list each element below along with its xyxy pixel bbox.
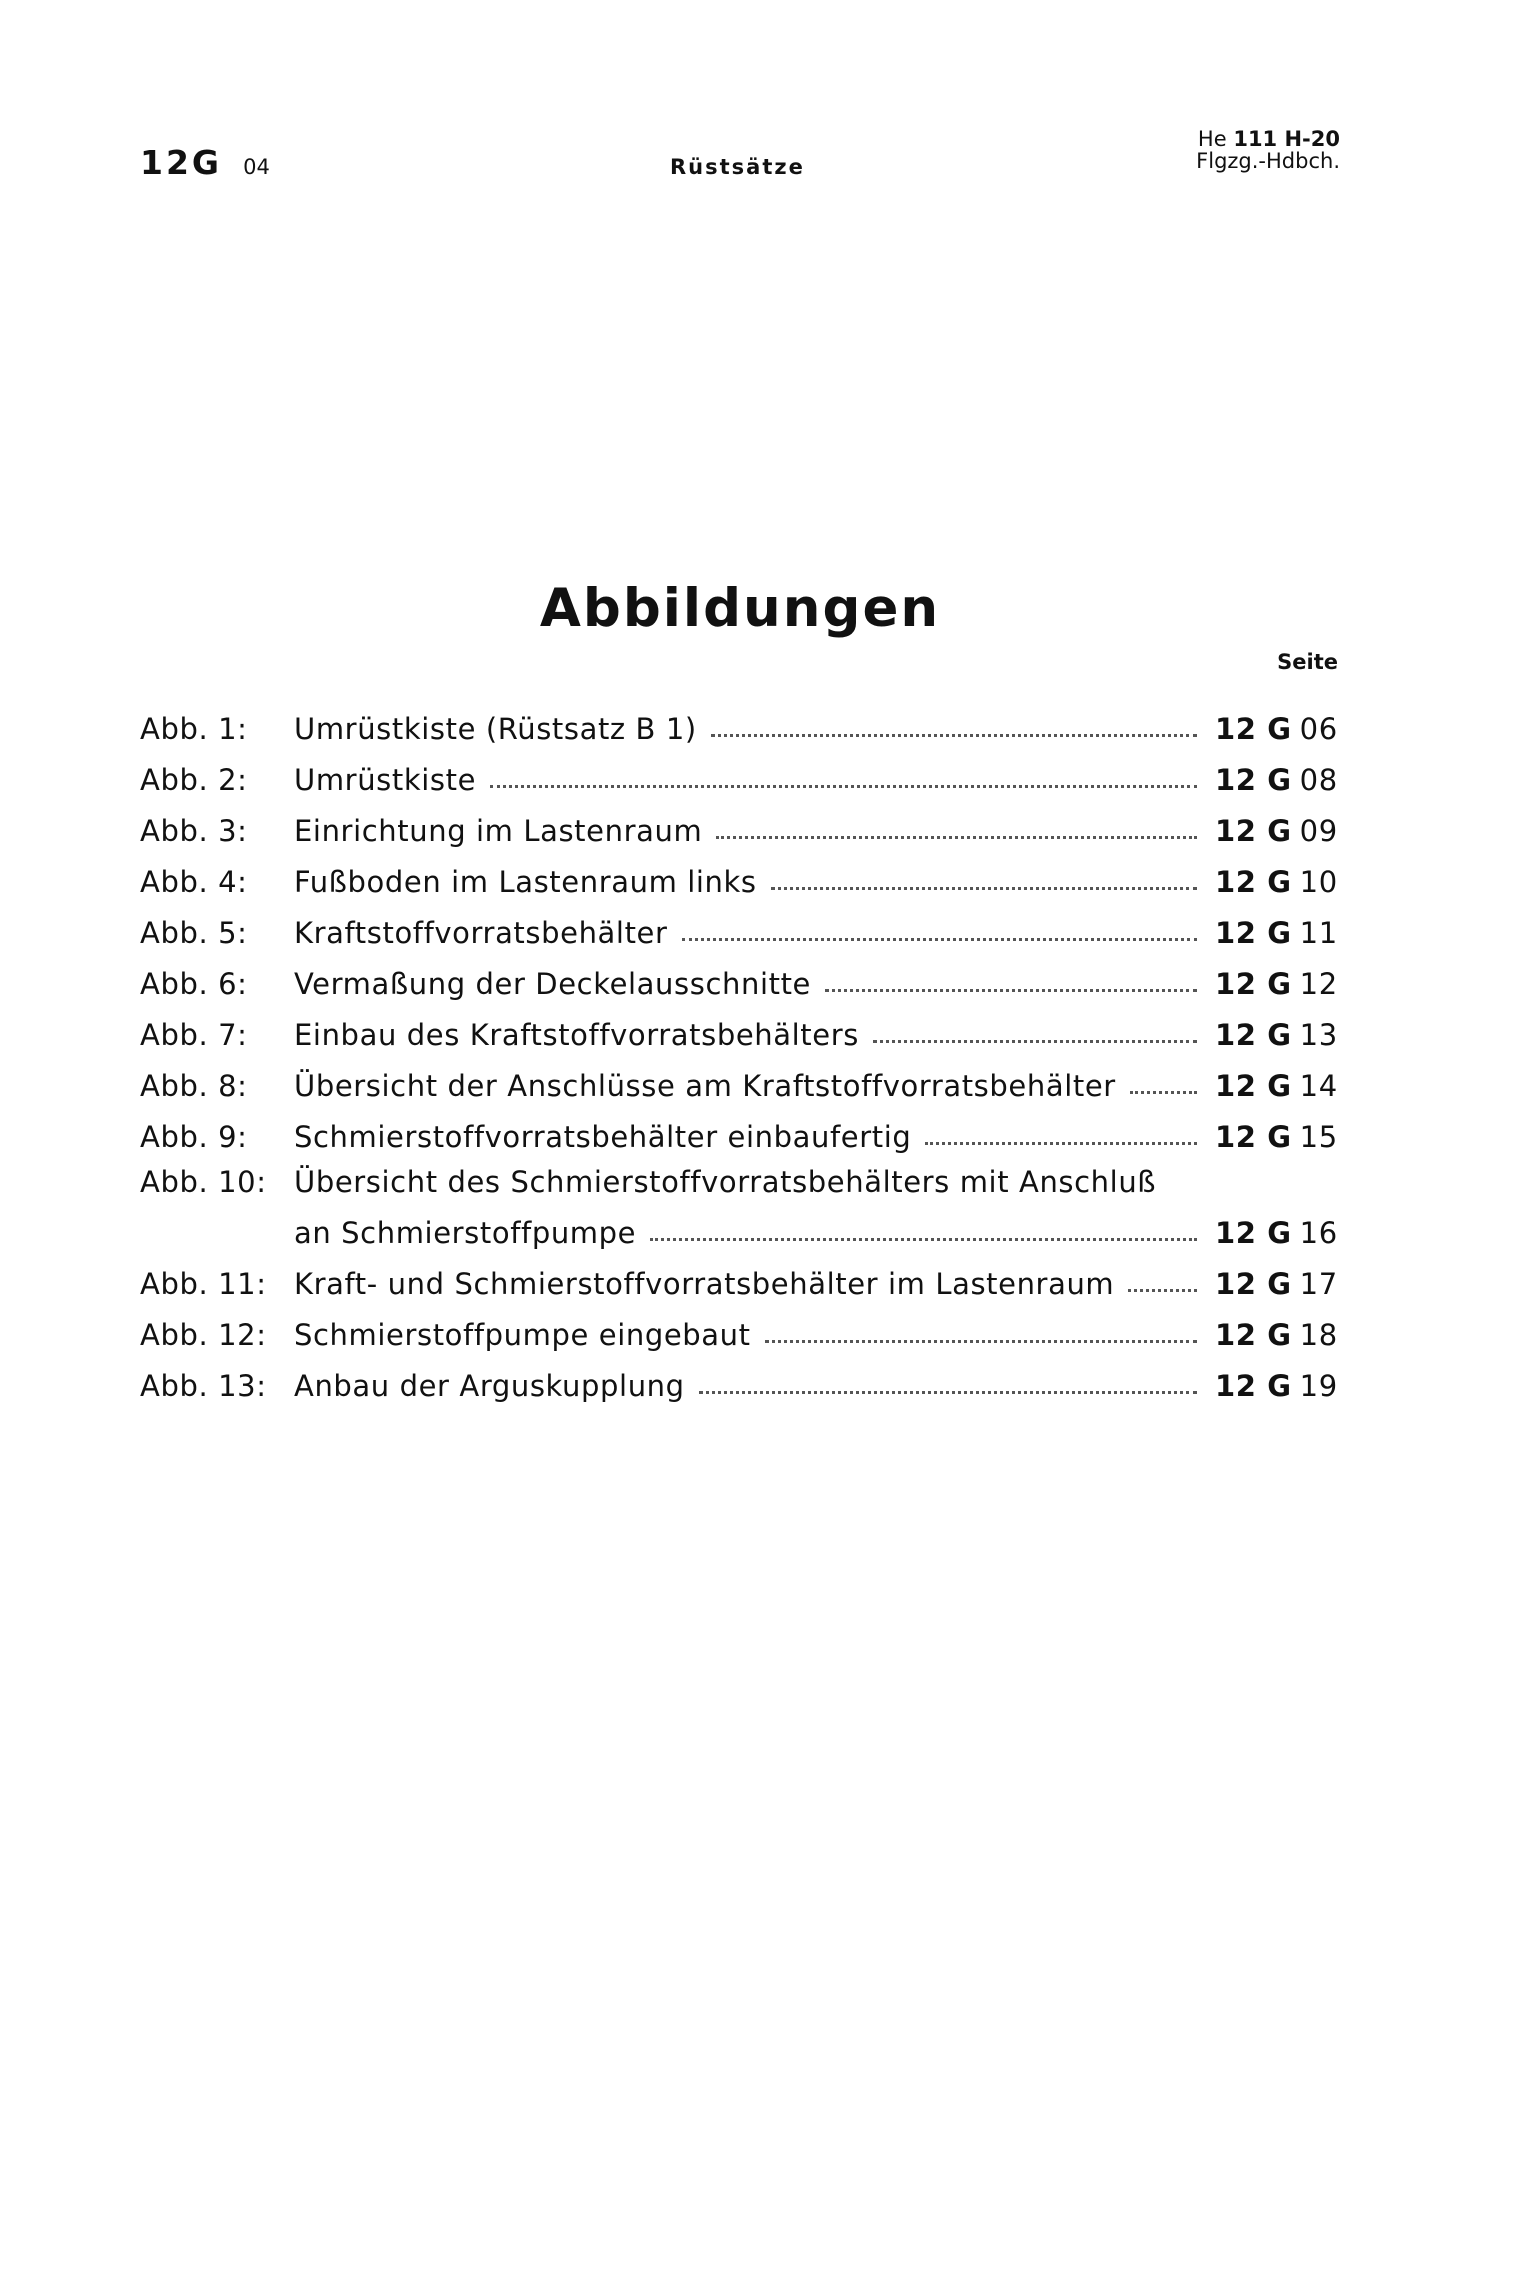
aircraft-designation [1196,128,1340,150]
handbook-reference [1196,128,1340,172]
aircraft-type: He [1197,127,1227,151]
leader-dots [682,938,1197,941]
figure-row-continuation [140,1199,1340,1250]
page-title: Abbildungen [539,578,941,639]
figure-row [140,695,1340,746]
figure-row [140,1154,1340,1199]
figure-number: Abb. 12: [140,1318,267,1352]
figure-title: Einrichtung im Lastenraum [294,814,703,848]
figure-page-ref [1215,1369,1340,1403]
figure-title: Übersicht der Anschlüsse am Kraftstoffvorratsbehälter [294,1069,1116,1103]
figure-list [140,695,1340,1403]
page-no: 13 [1299,1018,1338,1052]
page-code: 12 G [1215,1369,1292,1403]
figure-title-line1: Übersicht des Schmierstoffvorratsbehälters mit Anschluß [294,1165,1157,1199]
figure-title: Kraft- und Schmierstoffvorratsbehälter im Lastenraum [294,1267,1115,1301]
page-no: 16 [1299,1216,1338,1250]
figure-page-ref [1215,1267,1340,1301]
figure-page-ref [1215,712,1340,746]
leader-dots [711,734,1197,737]
figure-row [140,899,1340,950]
section-code: 12G [140,143,223,182]
page-no: 10 [1299,865,1338,899]
page-no: 14 [1299,1069,1338,1103]
figure-title: Schmierstoffpumpe eingebaut [294,1318,751,1352]
page-no: 15 [1299,1120,1338,1154]
figure-number: Abb. 10: [140,1165,267,1199]
page-no: 17 [1299,1267,1338,1301]
figure-page-ref [1215,865,1340,899]
figure-page-ref [1215,1120,1340,1154]
page-no: 08 [1299,763,1338,797]
leader-dots [873,1040,1197,1043]
page-number: 04 [243,155,270,179]
figure-number: Abb. 2: [140,763,248,797]
figure-page-ref [1215,967,1340,1001]
leader-dots [771,887,1197,890]
aircraft-variant: 111 H-20 [1233,127,1340,151]
figure-number: Abb. 11: [140,1267,267,1301]
page-code: 12 G [1215,1120,1292,1154]
leader-dots [765,1340,1197,1343]
leader-dots [650,1238,1197,1241]
page-code: 12 G [1215,763,1292,797]
figure-row [140,1250,1340,1301]
figure-page-ref [1215,763,1340,797]
leader-dots [1130,1091,1197,1094]
page-code: 12 G [1215,967,1292,1001]
figure-title: Vermaßung der Deckelausschnitte [294,967,811,1001]
section-marker [140,143,270,182]
page-code: 12 G [1215,712,1292,746]
figure-row [140,797,1340,848]
figure-number: Abb. 6: [140,967,248,1001]
figure-number: Abb. 13: [140,1369,267,1403]
figure-number: Abb. 4: [140,865,248,899]
figure-title: Umrüstkiste [294,763,477,797]
figure-row [140,1052,1340,1103]
leader-dots [1128,1289,1197,1292]
figure-title: Kraftstoffvorratsbehälter [294,916,668,950]
page-no: 19 [1299,1369,1338,1403]
figure-number: Abb. 9: [140,1120,248,1154]
figure-number: Abb. 1: [140,712,248,746]
figure-row [140,1001,1340,1052]
figure-title: an Schmierstoffpumpe [294,1216,637,1250]
figure-row [140,1103,1340,1154]
figure-title: Einbau des Kraftstoffvorratsbehälters [294,1018,859,1052]
leader-dots [699,1391,1197,1394]
figure-title: Anbau der Arguskupplung [294,1369,685,1403]
page-code: 12 G [1215,916,1292,950]
page-no: 12 [1299,967,1338,1001]
page-column-heading: Seite [1277,650,1338,674]
page-no: 18 [1299,1318,1338,1352]
leader-dots [716,836,1197,839]
page-no: 11 [1299,916,1338,950]
page-no: 06 [1299,712,1338,746]
page-code: 12 G [1215,1318,1292,1352]
figure-title: Umrüstkiste (Rüstsatz B 1) [294,712,697,746]
figure-number: Abb. 8: [140,1069,248,1103]
handbook-label: Flgzg.-Hdbch. [1196,149,1340,173]
figure-page-ref [1215,1318,1340,1352]
page-code: 12 G [1215,1216,1292,1250]
figure-row [140,746,1340,797]
figure-page-ref [1215,814,1340,848]
figure-page-ref [1215,1216,1340,1250]
leader-dots [490,785,1197,788]
figure-row [140,848,1340,899]
figure-page-ref [1215,1018,1340,1052]
figure-title: Fußboden im Lastenraum links [294,865,757,899]
figure-number: Abb. 3: [140,814,248,848]
page-code: 12 G [1215,814,1292,848]
figure-row [140,1352,1340,1403]
figure-title: Schmierstoffvorratsbehälter einbaufertig [294,1120,912,1154]
page-code: 12 G [1215,1069,1292,1103]
page-code: 12 G [1215,1018,1292,1052]
page-code: 12 G [1215,1267,1292,1301]
figure-row [140,1301,1340,1352]
figure-page-ref [1215,1069,1340,1103]
figure-row [140,950,1340,1001]
figure-number: Abb. 5: [140,916,248,950]
running-title: Rüstsätze [670,155,805,179]
page-no: 09 [1299,814,1338,848]
figure-page-ref [1215,916,1340,950]
leader-dots [825,989,1197,992]
page-code: 12 G [1215,865,1292,899]
page-header [140,125,1340,195]
leader-dots [925,1142,1197,1145]
figure-number: Abb. 7: [140,1018,248,1052]
